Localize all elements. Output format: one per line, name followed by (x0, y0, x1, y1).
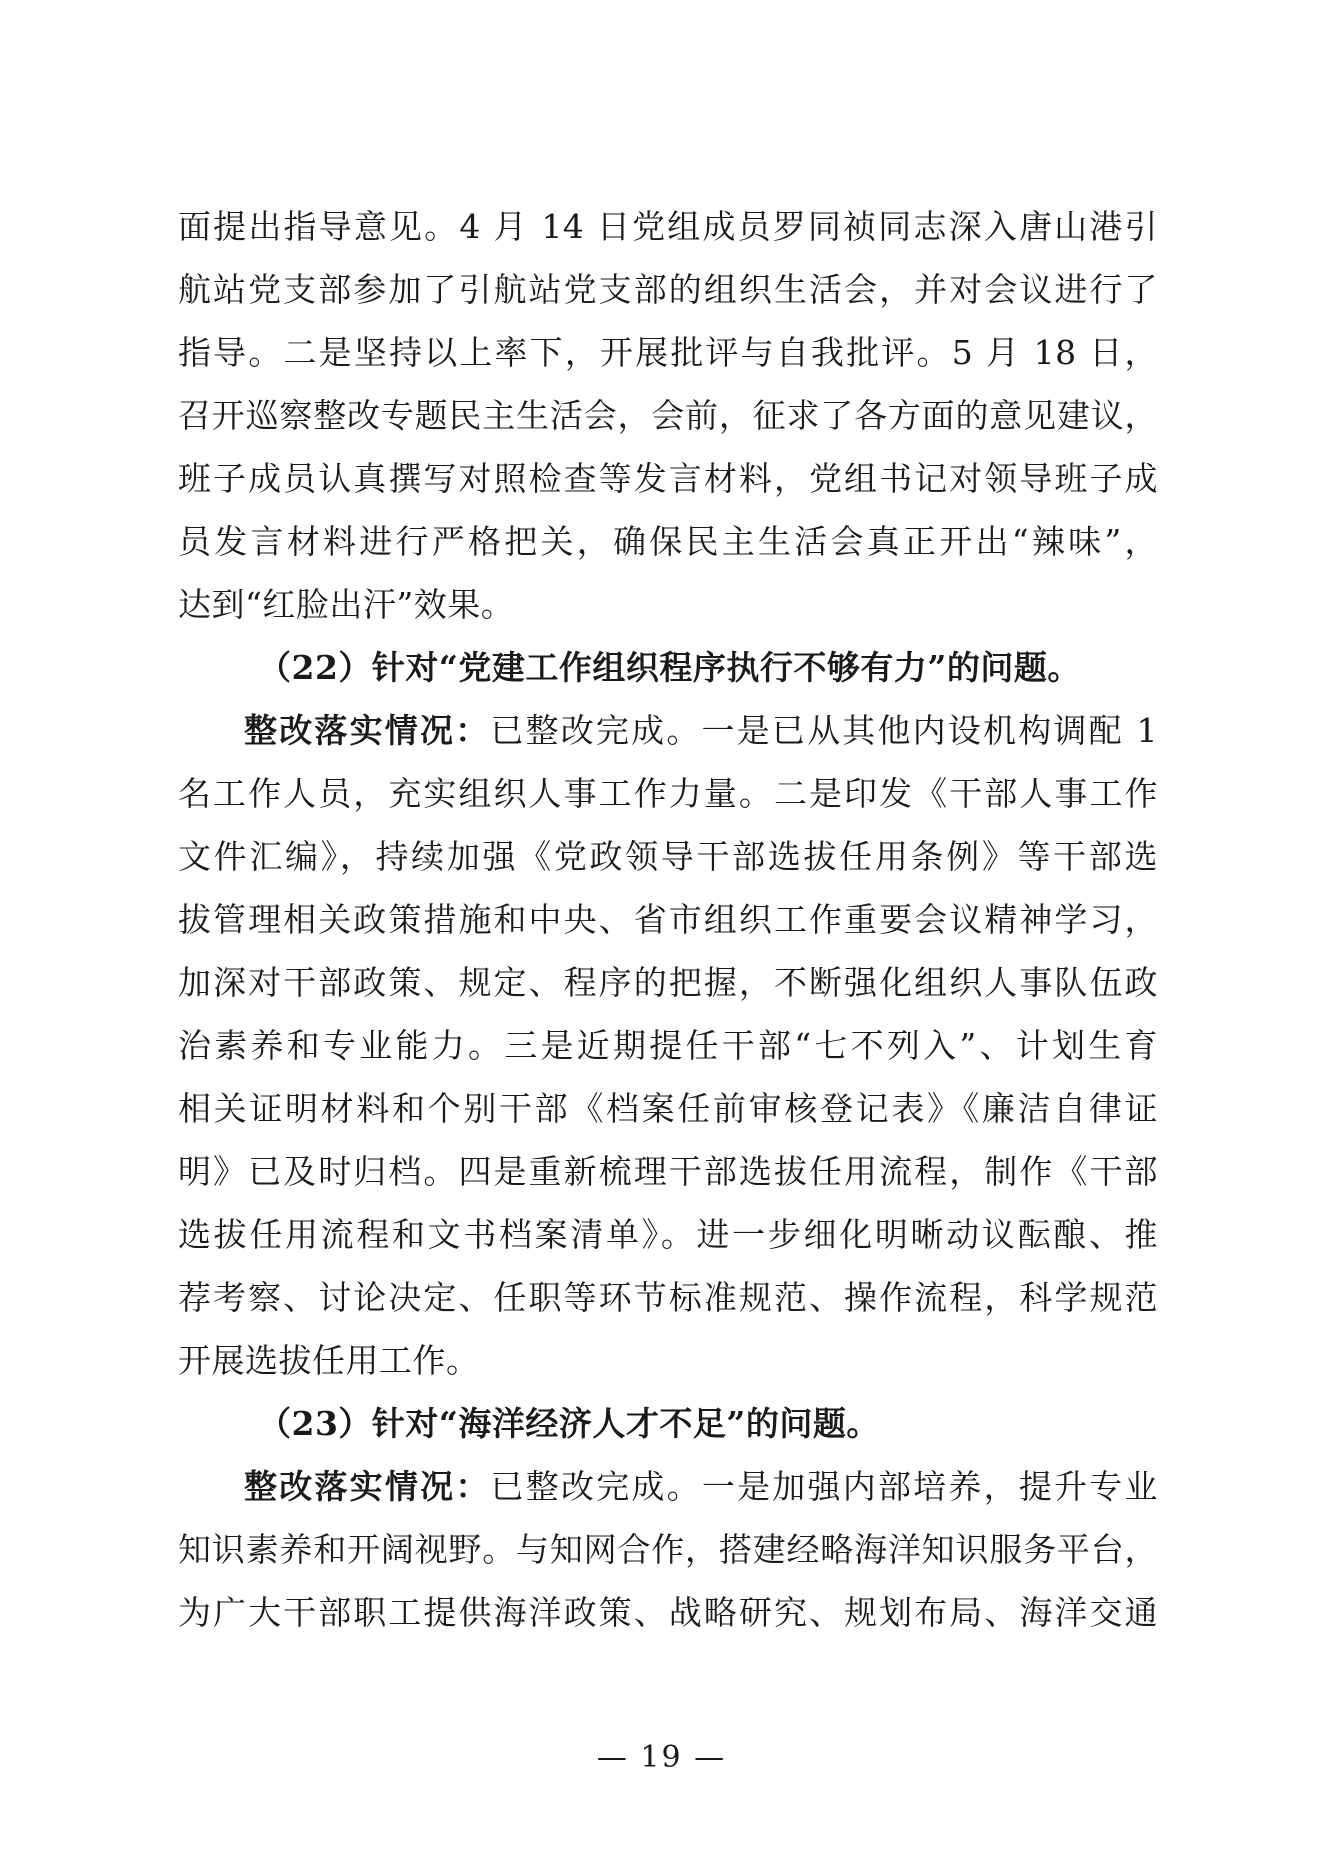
body-text-line: 相关证明材料和个别干部《档案任前审核登记表》《廉洁自律证 (178, 1089, 1158, 1128)
body-text-line: 指导。二是坚持以上率下，开展批评与自我批评。5 月 18 日， (178, 333, 1158, 372)
body-text-line: 航站党支部参加了引航站党支部的组织生活会，并对会议进行了 (178, 270, 1158, 309)
body-text-line: 班子成员认真撰写对照检查等发言材料，党组书记对领导班子成 (178, 459, 1158, 498)
body-text-line: 文件汇编》，持续加强《党政领导干部选拔任用条例》等干部选 (178, 837, 1158, 876)
body-text-line: 治素养和专业能力。三是近期提任干部“七不列入”、计划生育 (178, 1026, 1158, 1065)
document-body (178, 195, 1158, 1644)
body-text-line: 选拔任用流程和文书档案清单》。进一步细化明晰动议酝酿、推 (178, 1215, 1158, 1254)
body-text-line: 明》已及时归档。四是重新梳理干部选拔任用流程，制作《干部 (178, 1152, 1158, 1191)
body-text-line: 加深对干部政策、规定、程序的把握，不断强化组织人事队伍政 (178, 963, 1158, 1002)
body-text-line: 知识素养和开阔视野。与知网合作，搭建经略海洋知识服务平台， (178, 1530, 1158, 1569)
paragraph-first-line-text: 已整改完成。一是加强内部培养，提升专业 (490, 1467, 1159, 1506)
paragraph-first-line-text: 已整改完成。一是已从其他内设机构调配 1 (490, 711, 1158, 750)
body-text-line: 面提出指导意见。4 月 14 日党组成员罗同祯同志深入唐山港引 (178, 207, 1158, 246)
paragraph-first-line (178, 699, 1158, 762)
body-text-line: 名工作人员，充实组织人事工作力量。二是印发《干部人事工作 (178, 774, 1158, 813)
body-text-line: 为广大干部职工提供海洋政策、战略研究、规划布局、海洋交通 (178, 1593, 1158, 1632)
body-text-line: 开展选拔任用工作。 (178, 1341, 480, 1380)
section-heading-23: （23）针对“海洋经济人才不足”的问题。 (258, 1404, 880, 1443)
page-number: — 19 — (596, 1740, 727, 1775)
paragraph-lead-label: 整改落实情况： (244, 711, 491, 750)
body-text-line: 拔管理相关政策措施和中央、省市组织工作重要会议精神学习， (178, 900, 1158, 939)
body-text-line: 荐考察、讨论决定、任职等环节标准规范、操作流程，科学规范 (178, 1278, 1158, 1317)
body-text-line: 达到“红脸出汗”效果。 (178, 585, 515, 624)
paragraph-first-line (178, 1455, 1158, 1518)
section-heading-22: （22）针对“党建工作组织程序执行不够有力”的问题。 (258, 648, 1081, 687)
paragraph-lead-label: 整改落实情况： (244, 1467, 491, 1506)
body-text-line: 召开巡察整改专题民主生活会，会前，征求了各方面的意见建议， (178, 396, 1158, 435)
body-text-line: 员发言材料进行严格把关，确保民主生活会真正开出“辣味”， (178, 522, 1158, 561)
